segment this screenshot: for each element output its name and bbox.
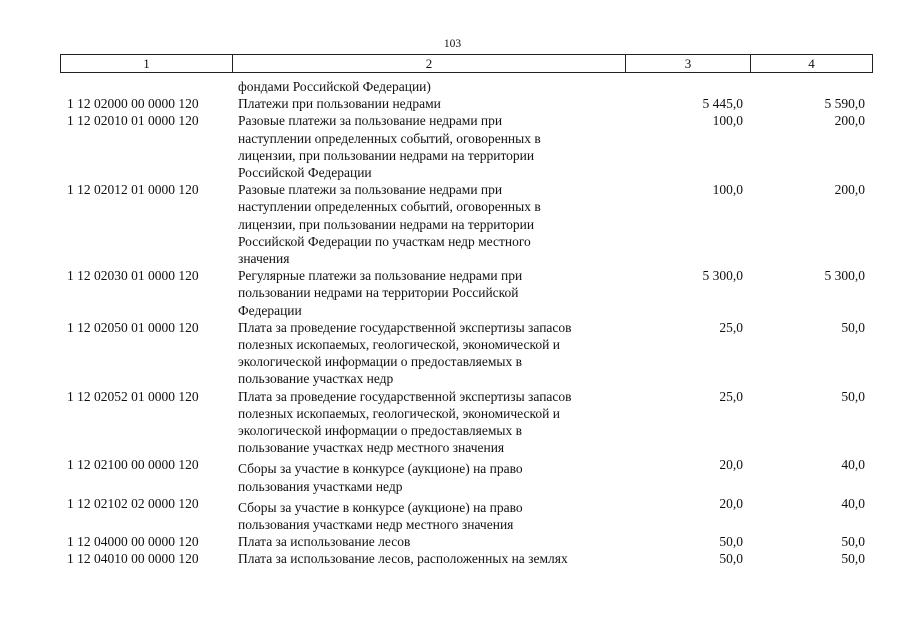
- page-number: 103: [443, 38, 462, 50]
- amount-column-4: 200,0: [834, 182, 865, 198]
- amount-column-3: 20,0: [719, 495, 743, 511]
- amount-column-4: 40,0: [841, 495, 865, 511]
- revenue-description: [231, 533, 624, 550]
- description-line: полезных ископаемых, геологической, экономической и: [238, 337, 560, 353]
- description-line: значения: [238, 251, 290, 267]
- amount-column-4: 50,0: [841, 534, 865, 550]
- description-line: Российской Федерации: [238, 165, 372, 181]
- amount-column-4: 200,0: [834, 113, 865, 129]
- table-row: [60, 267, 873, 319]
- amount-column-4: 5 300,0: [824, 268, 865, 284]
- description-line: Плата за использование лесов: [238, 534, 411, 550]
- budget-code: 1 12 04010 00 0000 120: [67, 551, 199, 567]
- revenue-description: [231, 456, 624, 494]
- amount-column-3: [624, 78, 749, 95]
- amount-column-4: [749, 78, 871, 95]
- amount-column-4: 5 590,0: [824, 96, 865, 112]
- amount-column-3: 100,0: [712, 113, 743, 129]
- budget-code: 1 12 04000 00 0000 120: [67, 534, 199, 550]
- revenue-description: [231, 267, 624, 319]
- description-line: Федерации: [238, 302, 302, 318]
- description-line: Сборы за участие в конкурсе (аукционе) на право: [238, 461, 523, 477]
- amount-column-3: 5 445,0: [702, 96, 743, 112]
- revenue-description: [231, 78, 624, 95]
- revenue-description: [231, 495, 624, 533]
- table-row: [60, 319, 873, 388]
- amount-column-3: 5 300,0: [702, 268, 743, 284]
- description-line: лицензии, при пользовании недрами на территории: [238, 216, 535, 232]
- description-line: Сборы за участие в конкурсе (аукционе) на право: [238, 499, 523, 515]
- budget-code: [60, 78, 231, 95]
- table-row: [60, 112, 873, 181]
- amount-column-4: 50,0: [841, 319, 865, 335]
- description-line: пользовании недрами на территории Российской: [238, 285, 519, 301]
- table-row: [60, 495, 873, 533]
- amount-column-4: 50,0: [841, 551, 865, 567]
- description-line: наступлении определенных событий, оговоренных в: [238, 199, 541, 215]
- table-row: [60, 181, 873, 267]
- table-body: [60, 78, 873, 568]
- description-line: лицензии, при пользовании недрами на территории: [238, 147, 535, 163]
- description-line: пользования участками недр местного значения: [238, 517, 514, 533]
- description-line: Плата за использование лесов, расположенных на землях: [238, 551, 568, 567]
- table-row: [60, 533, 873, 550]
- budget-code: 1 12 02100 00 0000 120: [67, 457, 199, 473]
- table-row: [60, 78, 873, 95]
- revenue-description: [231, 388, 624, 457]
- description-line: Разовые платежи за пользование недрами при: [238, 182, 503, 198]
- budget-code: 1 12 02050 01 0000 120: [67, 319, 199, 335]
- description-line: Разовые платежи за пользование недрами при: [238, 113, 503, 129]
- amount-column-3: 25,0: [719, 319, 743, 335]
- amount-column-3: 20,0: [719, 457, 743, 473]
- amount-column-3: 50,0: [719, 551, 743, 567]
- revenue-description: [231, 319, 624, 388]
- column-header-1: 1: [143, 56, 150, 71]
- revenue-description: [231, 112, 624, 181]
- description-line: Российской Федерации по участкам недр местного: [238, 233, 531, 249]
- description-line: Плата за проведение государственной экспертизы запасов: [238, 319, 572, 335]
- budget-code: 1 12 02012 01 0000 120: [67, 182, 199, 198]
- table-row: [60, 95, 873, 112]
- revenue-description: [231, 550, 624, 567]
- revenue-description: [231, 181, 624, 267]
- table-header: [60, 54, 873, 73]
- budget-code: 1 12 02000 00 0000 120: [67, 96, 199, 112]
- description-line: Плата за проведение государственной экспертизы запасов: [238, 388, 572, 404]
- amount-column-4: 50,0: [841, 388, 865, 404]
- amount-column-3: 25,0: [719, 388, 743, 404]
- amount-column-4: 40,0: [841, 457, 865, 473]
- amount-column-3: 100,0: [712, 182, 743, 198]
- revenue-description: [231, 95, 624, 112]
- table-row: [60, 388, 873, 457]
- amount-column-3: 50,0: [719, 534, 743, 550]
- budget-code: 1 12 02102 02 0000 120: [67, 495, 199, 511]
- description-line: экологической информации о предоставляемых в: [238, 354, 522, 370]
- description-line: пользования участками недр: [238, 478, 403, 494]
- column-header-3: 3: [625, 55, 750, 72]
- budget-code: 1 12 02010 01 0000 120: [67, 113, 199, 129]
- description-line: Платежи при пользовании недрами: [238, 96, 441, 112]
- description-line: полезных ископаемых, геологической, экономической и: [238, 405, 560, 421]
- description-line: фондами Российской Федерации): [238, 79, 431, 94]
- table-row: [60, 550, 873, 567]
- description-line: экологической информации о предоставляемых в: [238, 423, 522, 439]
- description-line: Регулярные платежи за пользование недрами при: [238, 268, 523, 284]
- table-row: [60, 456, 873, 494]
- column-header-4: 4: [750, 55, 872, 72]
- description-line: наступлении определенных событий, оговоренных в: [238, 130, 541, 146]
- description-line: пользование участках недр местного значения: [238, 440, 505, 456]
- budget-code: 1 12 02030 01 0000 120: [67, 268, 199, 284]
- budget-code: 1 12 02052 01 0000 120: [67, 388, 199, 404]
- description-line: пользование участках недр: [238, 371, 394, 387]
- column-header-2: 2: [232, 55, 625, 72]
